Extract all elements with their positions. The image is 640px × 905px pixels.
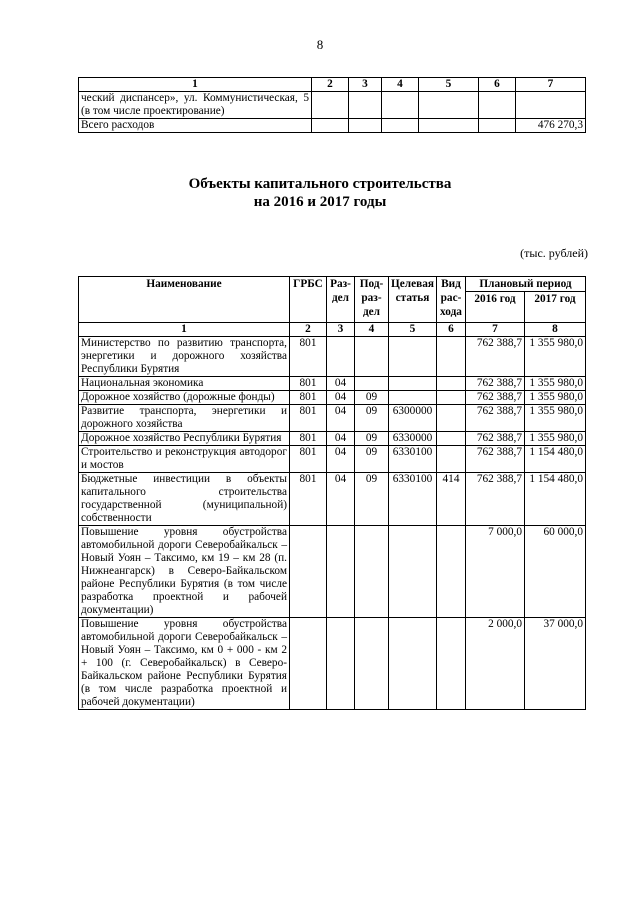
row-2017: 1 355 980,0: [525, 391, 586, 405]
table-row: [79, 405, 586, 432]
col-number: 5: [389, 323, 437, 337]
header-2016: 2016 год: [466, 292, 525, 323]
units-label: (тыс. рублей): [520, 246, 588, 260]
row-grbs: 801: [290, 337, 327, 377]
row-razdel: 04: [327, 405, 355, 432]
row-razdel: [327, 618, 355, 710]
table-row: [79, 432, 586, 446]
row-razdel: [327, 526, 355, 618]
header-target-article: Целевая статья: [389, 277, 437, 323]
top-table-number-row: [79, 78, 586, 92]
row-target-article: [389, 618, 437, 710]
row-name: Развитие транспорта, энергетики и дорожного хозяйства: [79, 405, 290, 432]
row-name: Строительство и реконструкция автодорог и мостов: [79, 446, 290, 473]
table-row: [79, 119, 586, 133]
top-row-cell: [349, 92, 382, 119]
row-2017: 1 355 980,0: [525, 432, 586, 446]
page-number: 8: [316, 37, 324, 52]
row-target-article: 6330000: [389, 432, 437, 446]
top-col-5: 5: [419, 78, 479, 92]
col-number: 7: [466, 323, 525, 337]
row-razdel: 04: [327, 432, 355, 446]
row-expense-type: [437, 446, 466, 473]
table-row: [79, 473, 586, 526]
header-expense-type: Вид рас-хода: [437, 277, 466, 323]
col-number: 6: [437, 323, 466, 337]
row-expense-type: [437, 405, 466, 432]
table-row: [79, 618, 586, 710]
row-podrazdel: 09: [355, 432, 389, 446]
row-podrazdel: 09: [355, 446, 389, 473]
row-2016: 7 000,0: [466, 526, 525, 618]
row-grbs: [290, 526, 327, 618]
col-number: 1: [79, 323, 290, 337]
row-2016: 762 388,7: [466, 405, 525, 432]
header-razdel: Раз-дел: [327, 277, 355, 323]
row-expense-type: [437, 377, 466, 391]
row-podrazdel: 09: [355, 405, 389, 432]
col-number: 2: [290, 323, 327, 337]
top-row-cell: [479, 119, 516, 133]
row-name: Министерство по развитию транспорта, энергетики и дорожного хозяйства Республики Бурятия: [79, 337, 290, 377]
row-2017: 1 355 980,0: [525, 337, 586, 377]
top-row-cell: [419, 92, 479, 119]
row-name: Национальная экономика: [79, 377, 290, 391]
column-number-row: [79, 323, 586, 337]
row-grbs: 801: [290, 473, 327, 526]
top-row-cell: [382, 119, 419, 133]
top-row-cell: [382, 92, 419, 119]
row-podrazdel: [355, 337, 389, 377]
top-row-cell: [516, 92, 586, 119]
row-name: Бюджетные инвестиции в объекты капитального строительства государственной (муниципальной) собственности: [79, 473, 290, 526]
row-2017: 37 000,0: [525, 618, 586, 710]
row-target-article: [389, 526, 437, 618]
table-row: [79, 526, 586, 618]
top-row-cell: [479, 92, 516, 119]
row-podrazdel: 09: [355, 473, 389, 526]
top-row-name: Всего расходов: [79, 119, 312, 133]
row-2016: 2 000,0: [466, 618, 525, 710]
top-col-4: 4: [382, 78, 419, 92]
col-number: 8: [525, 323, 586, 337]
col-number: 3: [327, 323, 355, 337]
row-razdel: 04: [327, 391, 355, 405]
row-2016: 762 388,7: [466, 432, 525, 446]
table-row: [79, 337, 586, 377]
top-col-1: 1: [79, 78, 312, 92]
row-target-article: [389, 337, 437, 377]
header-podrazdel: Под-раз-дел: [355, 277, 389, 323]
top-row-cell: [419, 119, 479, 133]
row-podrazdel: [355, 526, 389, 618]
row-target-article: [389, 377, 437, 391]
header-plan-period: Плановый период: [466, 277, 586, 292]
top-row-cell: [312, 92, 349, 119]
row-expense-type: [437, 337, 466, 377]
top-col-2: 2: [312, 78, 349, 92]
row-target-article: 6330100: [389, 446, 437, 473]
row-2017: 1 355 980,0: [525, 405, 586, 432]
row-2017: 1 154 480,0: [525, 446, 586, 473]
section-title-line1: Объекты капитального строительства: [188, 176, 452, 192]
row-target-article: 6330100: [389, 473, 437, 526]
top-col-7: 7: [516, 78, 586, 92]
total-expenses-value: 476 270,3: [516, 119, 586, 133]
row-razdel: [327, 337, 355, 377]
row-2017: 1 154 480,0: [525, 473, 586, 526]
row-name: Повышение уровня обустройства автомобильной дороги Северобайкальск – Новый Уоян – Таксимо, км 0 + 000 - км 2 + 100 (г. Северобайкальск) в Северо-Байкальском районе Республики Бурятия (в том числе разработка проектной и рабочей документации): [79, 618, 290, 710]
top-row-cell: [312, 119, 349, 133]
table-row: [79, 446, 586, 473]
top-table: [78, 77, 586, 133]
row-grbs: 801: [290, 391, 327, 405]
header-grbs: ГРБС: [290, 277, 327, 323]
row-grbs: [290, 618, 327, 710]
row-razdel: 04: [327, 377, 355, 391]
row-2017: 60 000,0: [525, 526, 586, 618]
table-row: [79, 377, 586, 391]
row-2016: 762 388,7: [466, 391, 525, 405]
header-2017: 2017 год: [525, 292, 586, 323]
row-grbs: 801: [290, 446, 327, 473]
row-razdel: 04: [327, 473, 355, 526]
row-grbs: 801: [290, 405, 327, 432]
row-razdel: 04: [327, 446, 355, 473]
row-name: Дорожное хозяйство Республики Бурятия: [79, 432, 290, 446]
row-podrazdel: 09: [355, 391, 389, 405]
row-expense-type: [437, 526, 466, 618]
row-name: Повышение уровня обустройства автомобильной дороги Северобайкальск – Новый Уоян – Таксимо, км 19 – км 28 (п. Нижнеангарск) в Северо-Байкальском районе Республики Бурятия (в том числе разработка проектной и рабочей документации): [79, 526, 290, 618]
row-2017: 1 355 980,0: [525, 377, 586, 391]
row-2016: 762 388,7: [466, 377, 525, 391]
row-target-article: [389, 391, 437, 405]
row-expense-type: [437, 432, 466, 446]
row-2016: 762 388,7: [466, 473, 525, 526]
row-podrazdel: [355, 618, 389, 710]
row-podrazdel: [355, 377, 389, 391]
row-expense-type: [437, 618, 466, 710]
header-name: Наименование: [79, 277, 290, 323]
row-grbs: 801: [290, 432, 327, 446]
row-target-article: 6300000: [389, 405, 437, 432]
header-row-1: [79, 277, 586, 292]
top-col-3: 3: [349, 78, 382, 92]
section-title-line2: на 2016 и 2017 годы: [253, 194, 387, 210]
row-expense-type: [437, 391, 466, 405]
row-2016: 762 388,7: [466, 337, 525, 377]
top-row-name: ческий диспансер», ул. Коммунистическая, 5 (в том числе проектирование): [79, 92, 312, 119]
row-2016: 762 388,7: [466, 446, 525, 473]
top-col-6: 6: [479, 78, 516, 92]
top-row-cell: [349, 119, 382, 133]
row-expense-type: 414: [437, 473, 466, 526]
main-table: [78, 276, 586, 710]
table-row: [79, 92, 586, 119]
table-row: [79, 391, 586, 405]
row-grbs: 801: [290, 377, 327, 391]
col-number: 4: [355, 323, 389, 337]
row-name: Дорожное хозяйство (дорожные фонды): [79, 391, 290, 405]
